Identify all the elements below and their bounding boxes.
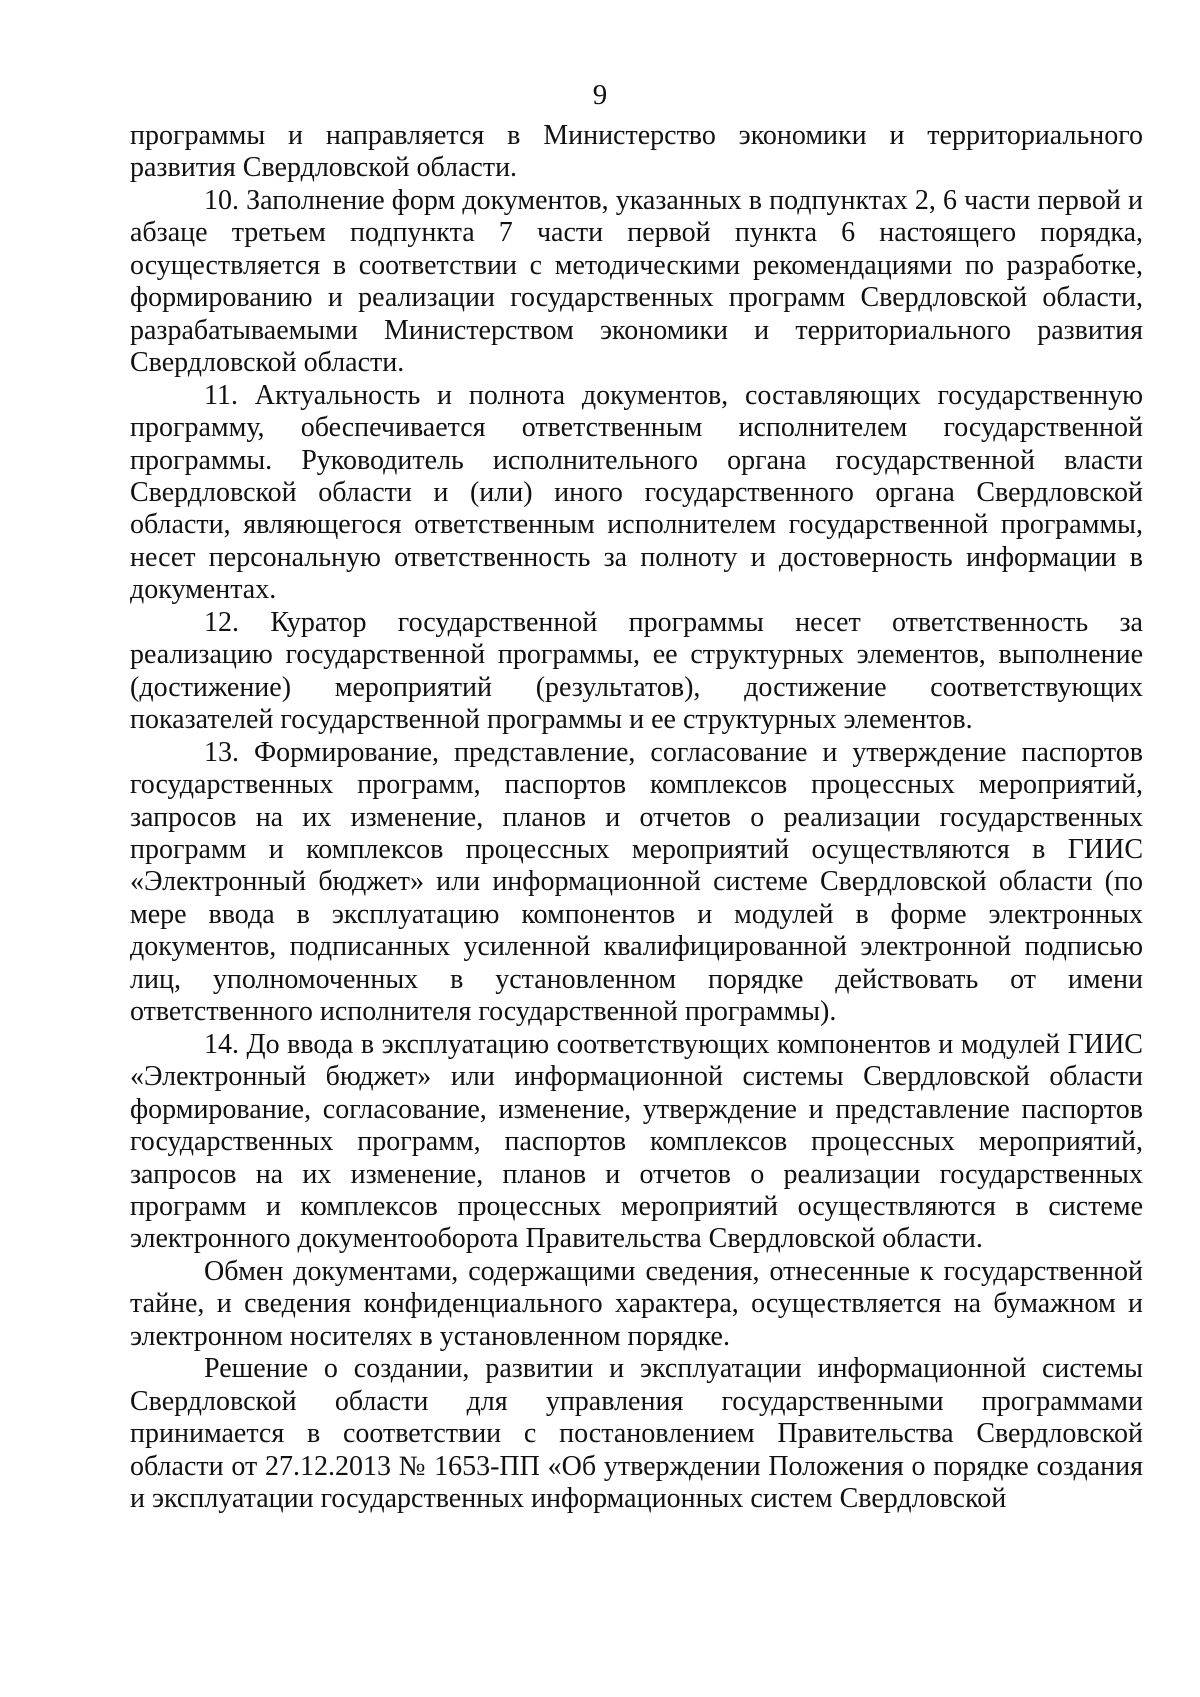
paragraph-continuation: программы и направляется в Министерство экономики и территориального развития Свердловской области. [130, 120, 1143, 184]
paragraph-item-11: 11. Актуальность и полнота документов, составляющих государственную программу, обеспечивается ответственным исполнителем государственной программы. Руководитель исполнительного органа государственной власти Свердловской области и (или) иного государственного органа Свердловской области, являющегося ответственным исполнителем государственной программы, несет персональную ответственность за полноту и достоверность информации в документах. [130, 379, 1143, 606]
paragraph-item-12: 12. Куратор государственной программы несет ответственность за реализацию государственной программы, ее структурных элементов, выполнение (достижение) мероприятий (результатов), достижение соответствующих показателей государственной программы и ее структурных элементов. [130, 606, 1143, 736]
paragraph-system-decision: Решение о создании, развитии и эксплуатации информационной системы Свердловской области для управления государственными программами принимается в соответствии с постановлением Правительства Свердловской области от 27.12.2013 № 1653-ПП «Об утверждении Положения о порядке создания и эксплуатации государственных информационных систем Свердловской [130, 1353, 1143, 1515]
paragraph-item-10: 10. Заполнение форм документов, указанных в подпунктах 2, 6 части первой и абзаце третьем подпункта 7 части первой пункта 6 настоящего порядка, осуществляется в соответствии с методическими рекомендациями по разработке, формированию и реализации государственных программ Свердловской области, разрабатываемыми Министерством экономики и территориального развития Свердловской области. [130, 184, 1143, 379]
paragraph-item-14: 14. До ввода в эксплуатацию соответствующих компонентов и модулей ГИИС «Электронный бюджет» или информационной системы Свердловской области формирование, согласование, изменение, утверждение и представление паспортов государственных программ, паспортов комплексов процессных мероприятий, запросов на их изменение, планов и отчетов о реализации государственных программ и комплексов процессных мероприятий осуществляются в системе электронного документооборота Правительства Свердловской области. [130, 1028, 1143, 1255]
document-body [130, 120, 1143, 1515]
paragraph-item-13: 13. Формирование, представление, согласование и утверждение паспортов государственных программ, паспортов комплексов процессных мероприятий, запросов на их изменение, планов и отчетов о реализации государственных программ и комплексов процессных мероприятий осуществляются в ГИИС «Электронный бюджет» или информационной системе Свердловской области (по мере ввода в эксплуатацию компонентов и модулей в форме электронных документов, подписанных усиленной квалифицированной электронной подписью лиц, уполномоченных в установленном порядке действовать от имени ответственного исполнителя государственной программы). [130, 736, 1143, 1028]
paragraph-document-exchange: Обмен документами, содержащими сведения, отнесенные к государственной тайне, и сведения конфиденциального характера, осуществляется на бумажном и электронном носителях в установленном порядке. [130, 1255, 1143, 1352]
page-number: 9 [592, 79, 608, 111]
